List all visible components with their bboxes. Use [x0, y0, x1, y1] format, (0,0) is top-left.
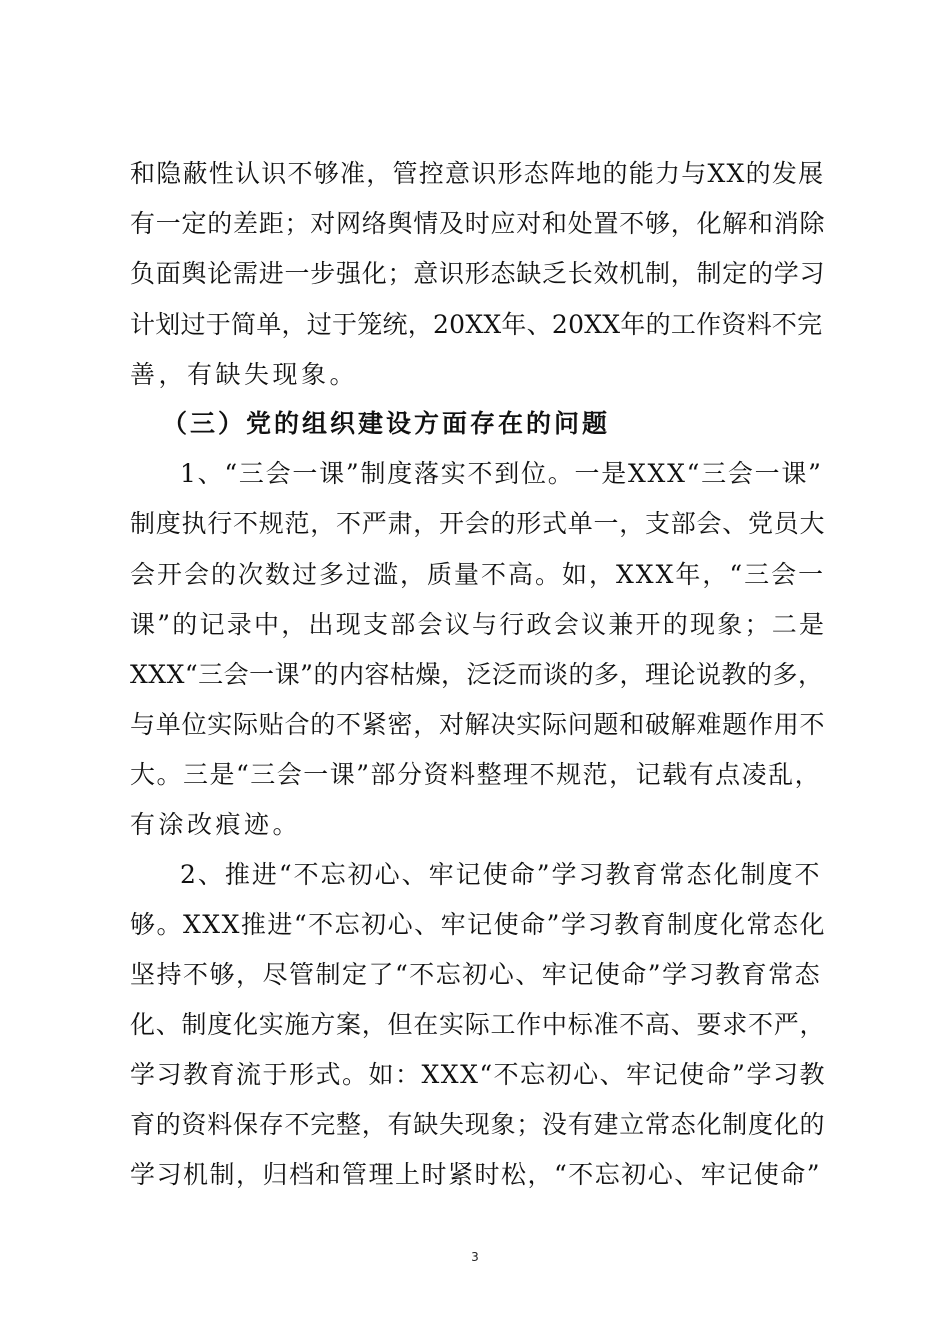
section-heading: （三）党的组织建设方面存在的问题: [162, 409, 611, 438]
paragraph-line: 学习机制，归档和管理上时紧时松，“不忘初心、牢记使命”: [130, 1160, 822, 1189]
paragraph-line: XXX“三会一课”的内容枯燥，泛泛而谈的多，理论说教的多，: [130, 660, 824, 689]
paragraph-line: 学习教育流于形式。如：XXX“不忘初心、牢记使命”学习教: [130, 1060, 826, 1089]
paragraph-line: 和隐蔽性认识不够准，管控意识形态阵地的能力与XX的发展: [130, 159, 825, 188]
paragraph-line: 有涂改痕迹。: [130, 810, 302, 839]
paragraph-line: 1、“三会一课”制度落实不到位。一是XXX“三会一课”: [180, 459, 823, 488]
paragraph-line: 大。三是“三会一课”部分资料整理不规范，记载有点凌乱，: [130, 760, 822, 789]
paragraph-line: 2、推进“不忘初心、牢记使命”学习教育常态化制度不: [180, 860, 822, 889]
paragraph-line: 负面舆论需进一步强化；意识形态缺乏长效机制，制定的学习: [130, 259, 826, 288]
paragraph-line: 够。XXX推进“不忘初心、牢记使命”学习教育制度化常态化: [130, 910, 826, 939]
paragraph-line: 制度执行不规范，不严肃，开会的形式单一，支部会、党员大: [130, 509, 826, 538]
paragraph-line: 与单位实际贴合的不紧密，对解决实际问题和破解难题作用不: [130, 710, 826, 739]
paragraph-line: 善，有缺失现象。: [130, 360, 359, 389]
paragraph-line: 课”的记录中，出现支部会议与行政会议兼开的现象；二是: [130, 610, 827, 639]
page-number: 3: [471, 1250, 479, 1264]
paragraph-line: 育的资料保存不完整，有缺失现象；没有建立常态化制度化的: [130, 1110, 826, 1139]
paragraph-line: 化、制度化实施方案，但在实际工作中标准不高、要求不严，: [130, 1010, 826, 1039]
paragraph-line: 计划过于简单，过于笼统，20XX年、20XX年的工作资料不完: [130, 310, 823, 339]
paragraph-line: 坚持不够，尽管制定了“不忘初心、牢记使命”学习教育常态: [130, 960, 822, 989]
paragraph-line: 会开会的次数过多过滥，质量不高。如，XXX年，“三会一: [130, 560, 826, 589]
paragraph-line: 有一定的差距；对网络舆情及时应对和处置不够，化解和消除: [130, 209, 826, 238]
